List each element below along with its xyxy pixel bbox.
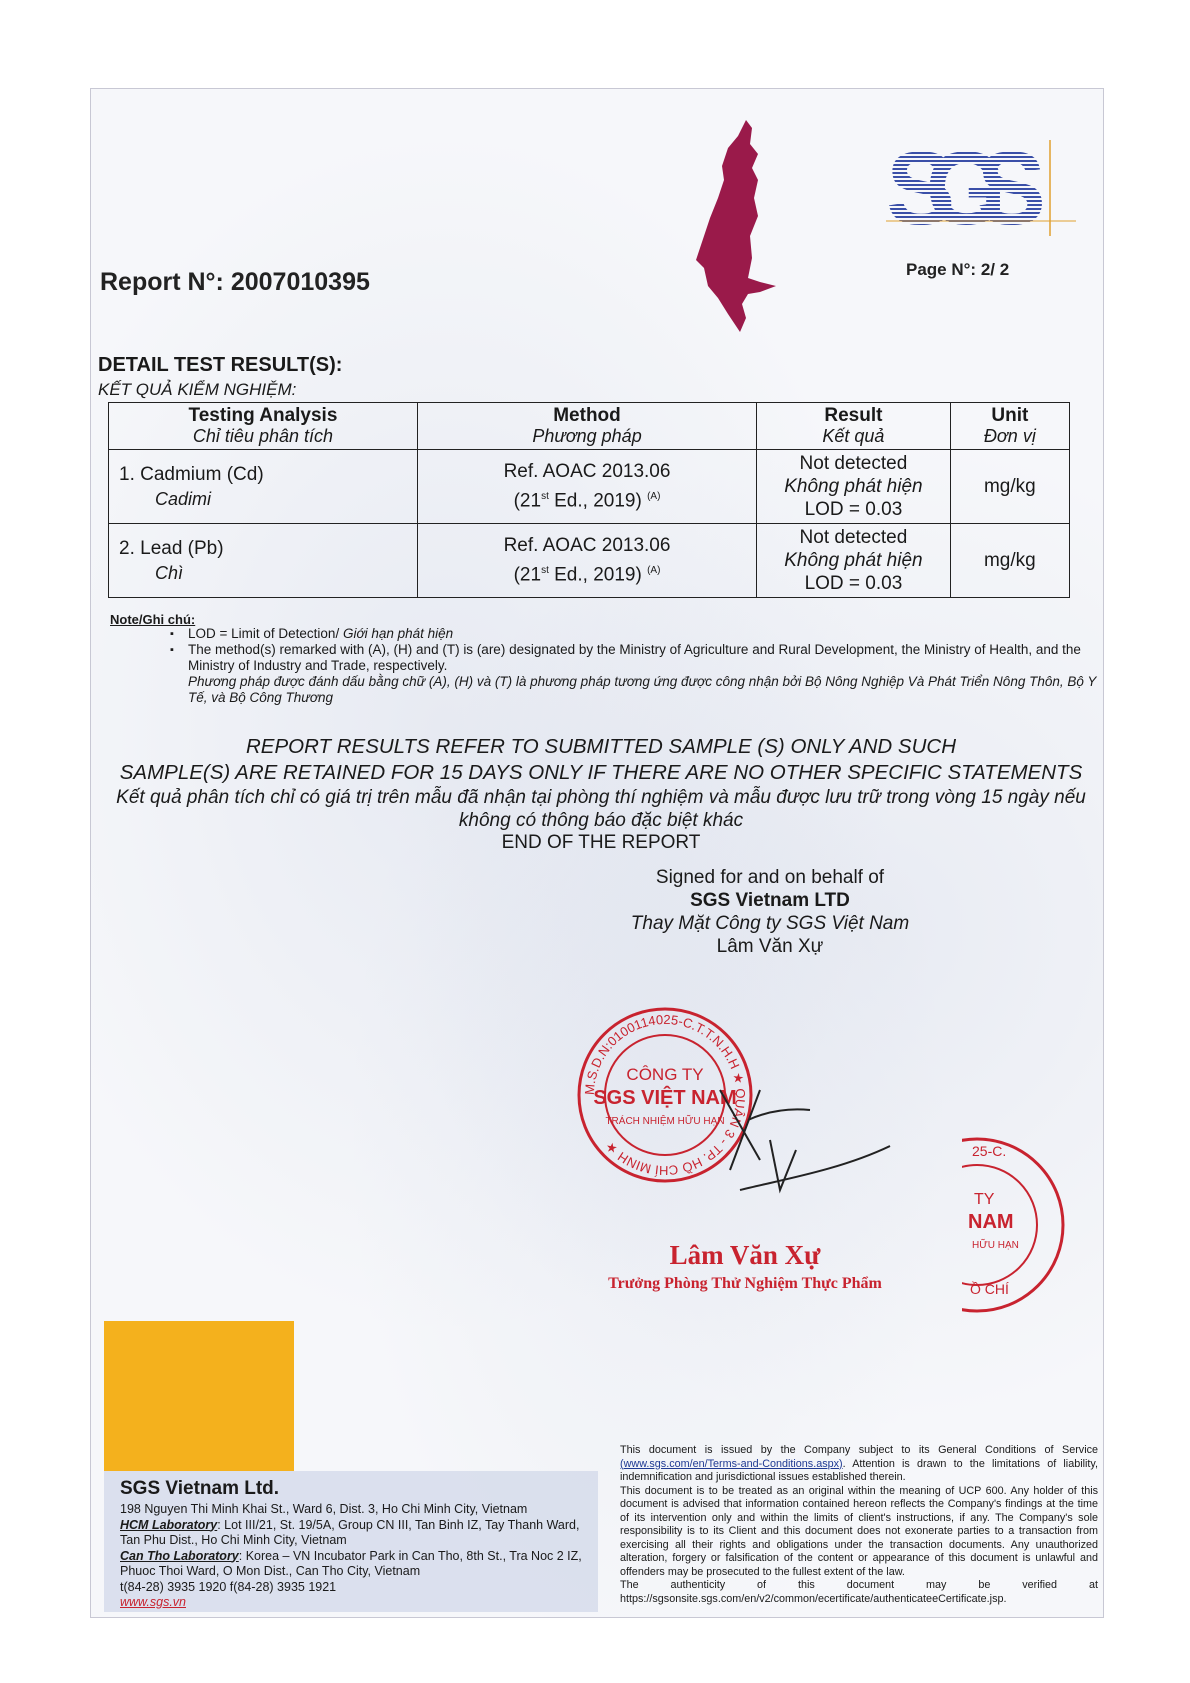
svg-text:TY: TY	[974, 1191, 995, 1208]
note-item	[170, 626, 1104, 642]
column-header-unit	[950, 403, 1069, 450]
table-row	[109, 524, 1070, 598]
retention-line1: REPORT RESULTS REFER TO SUBMITTED SAMPLE (S) ONLY AND SUCH	[245, 735, 957, 758]
results-table	[108, 402, 1070, 598]
terms-link[interactable]: (www.sgs.com/en/Terms-and-Conditions.aspx)	[620, 1457, 843, 1470]
signed-for-text: Signed for and on behalf of	[655, 867, 885, 888]
end-of-report: END OF THE REPORT	[501, 832, 701, 853]
footer-phone: t(84-28) 3935 1920 f(84-28) 3935 1921	[120, 1579, 337, 1594]
column-header-vi: Chỉ tiêu phân tích	[192, 426, 334, 446]
notes-list	[170, 626, 1104, 706]
column-header-en: Testing Analysis	[188, 405, 338, 426]
column-header-vi: Phương pháp	[532, 426, 642, 446]
result-lod: LOD = 0.03	[804, 499, 903, 520]
ct-lab-address: : Korea – VN Incubator Park in Can Tho, 8th St., Tra Noc 2 IZ, Phuoc Thoi Ward, O Mon Dist., Can Tho City, Vietnam	[120, 1548, 582, 1578]
table-header-row	[109, 403, 1070, 450]
result-cell	[757, 524, 951, 598]
analyte-name-vi: Cadimi	[155, 488, 212, 509]
red-name-stamp	[600, 1240, 890, 1293]
disclaimer-text: . Attention is drawn to the limitations of liability, indemnification and jurisdictional issues established therein.	[620, 1457, 1098, 1483]
footer-company-info	[120, 1478, 600, 1611]
report-number-label: Report N°:	[100, 268, 224, 296]
result-value: Not detected	[799, 453, 908, 474]
page-number	[906, 260, 1009, 280]
note-method-en: The method(s) remarked with (A), (H) and (T) is (are) designated by the Ministry of Agriculture and Rural Development, the Ministry of Health, and the Ministry of Industry and Trade, respectively.	[188, 642, 1081, 673]
column-header-en: Unit	[991, 405, 1029, 426]
page-number-value: 2/ 2	[980, 260, 1010, 279]
retention-statement-vi	[96, 786, 1106, 832]
method-post: Ed., 2019)	[548, 490, 648, 512]
column-header-result	[757, 403, 951, 450]
svg-text:Ồ CHÍ: Ồ CHÍ	[970, 1281, 1009, 1297]
sgs-yellow-watermark	[104, 1321, 294, 1471]
method-mark: (A)	[647, 491, 661, 503]
footer-company-name: SGS Vietnam Ltd.	[120, 1478, 280, 1499]
method-line1: Ref. AOAC 2013.06	[503, 535, 671, 557]
method-line1: Ref. AOAC 2013.06	[503, 461, 671, 483]
column-header-en: Result	[824, 405, 883, 426]
column-header-vi: Kết quả	[822, 426, 885, 446]
signing-company-vi: Thay Mặt Công ty SGS Việt Nam	[630, 913, 910, 934]
eagle-logo	[688, 118, 788, 336]
analyte-name: 2. Lead (Pb)	[119, 537, 224, 559]
footer-disclaimer	[620, 1444, 1098, 1606]
result-lod: LOD = 0.03	[804, 573, 903, 594]
note-lod-vi: Giới hạn phát hiện	[342, 626, 454, 641]
signature-block	[600, 866, 940, 958]
bullet-icon: ▪	[170, 644, 174, 656]
disclaimer-p2: This document is to be treated as an original within the meaning of UCP 600. Any holder of this document is advised that information contained hereon reflects the Company's findings at the time of its intervention only and within the limits of client's instructions, if any. The Company's sole responsibility is to its Client and this document does not exonerate parties to a transaction from exercising all their rights and obligations under the transaction documents. Any unauthorized alteration, forgery or falsification of the content or appearance of this document is unlawful and offenders may be prosecuted to the fullest extent of the law.	[620, 1484, 1098, 1578]
column-header-vi: Đơn vị	[983, 426, 1036, 446]
svg-text:NAM: NAM	[968, 1211, 1014, 1233]
note-item	[170, 642, 1104, 706]
retention-line2: SAMPLE(S) ARE RETAINED FOR 15 DAYS ONLY IF THERE ARE NO OTHER SPECIFIC STATEMENTS	[119, 761, 1083, 784]
analyte-cell	[109, 524, 418, 598]
page-number-label: Page N°:	[906, 260, 977, 279]
method-pre: (21	[513, 490, 542, 512]
result-cell	[757, 450, 951, 524]
method-pre: (21	[513, 564, 542, 586]
analyte-name-vi: Chì	[155, 562, 184, 583]
retention-statement	[96, 734, 1106, 786]
method-sup: st	[541, 565, 549, 577]
hcm-lab-address: : Lot III/21, St. 19/5A, Group CN III, Tan Binh IZ, Tay Thanh Ward, Tan Phu Dist., Ho Chi Minh City, Vietnam	[120, 1517, 580, 1547]
analyte-name: 1. Cadmium (Cd)	[119, 463, 264, 485]
svg-text:TRÁCH NHIỆM HỮU HẠN: TRÁCH NHIỆM HỮU HẠN	[605, 1116, 725, 1127]
method-cell	[417, 524, 756, 598]
note-lod-en: LOD = Limit of Detection/	[188, 626, 343, 641]
method-sup: st	[541, 491, 549, 503]
method-mark: (A)	[647, 565, 661, 577]
retention-vi-line1: Kết quả phân tích chỉ có giá trị trên mẫu đã nhận tại phòng thí nghiệm và mẫu được lưu trữ trong vòng 15 ngày nếu	[116, 787, 1086, 808]
svg-text:CÔNG TY: CÔNG TY	[626, 1065, 704, 1084]
svg-text:SGS VIỆT NAM: SGS VIỆT NAM	[593, 1087, 737, 1109]
table-row	[109, 450, 1070, 524]
column-header-method	[417, 403, 756, 450]
report-number	[100, 268, 370, 297]
note-method-vi: Phương pháp được đánh dấu bằng chữ (A), (H) và (T) là phương pháp tương ứng được công nhận bởi Bộ Nông Nghiệp Và Phát Triển Nông Thôn, Bộ Y Tế, và Bộ Công Thương	[188, 674, 1097, 705]
footer-hcm-lab	[120, 1518, 600, 1549]
website-link[interactable]: www.sgs.vn	[120, 1595, 186, 1609]
note-title: Note/Ghi chú:	[110, 612, 196, 627]
svg-text:25-C.: 25-C.	[972, 1143, 1007, 1159]
method-cell	[417, 450, 756, 524]
detail-heading: DETAIL TEST RESULT(S):	[98, 354, 343, 376]
sgs-logo	[886, 140, 1076, 236]
footer-ct-lab	[120, 1549, 600, 1580]
svg-text:HỮU HẠN: HỮU HẠN	[972, 1240, 1019, 1251]
svg-text:M.S.D.N:0100114025-C.T.T.N.H.H: M.S.D.N:0100114025-C.T.T.N.H.H ★ QUẬN 3 - TP. HỒ CHÍ MINH ★	[581, 1011, 749, 1179]
signer-name: Lâm Văn Xự	[716, 936, 824, 957]
sgs-logo-text: SGS	[886, 140, 1046, 236]
stamp-signer-title: Trưởng Phòng Thử Nghiệm Thực Phẩm	[608, 1275, 882, 1292]
column-header-analysis	[109, 403, 418, 450]
bullet-icon: ▪	[170, 628, 174, 640]
footer-address: 198 Nguyen Thi Minh Khai St., Ward 6, Dist. 3, Ho Chi Minh City, Vietnam	[120, 1502, 528, 1516]
signing-company: SGS Vietnam LTD	[690, 890, 850, 911]
unit-cell: mg/kg	[950, 450, 1069, 524]
result-value-vi: Không phát hiện	[784, 476, 923, 497]
analyte-cell	[109, 450, 418, 524]
detail-heading-vi: KẾT QUẢ KIỂM NGHIỆM:	[98, 380, 297, 399]
column-header-en: Method	[553, 405, 621, 426]
ct-lab-label: Can Tho Laboratory	[120, 1548, 239, 1563]
disclaimer-text: This document is issued by the Company subject to its General Conditions of Service	[620, 1444, 1098, 1456]
retention-vi-line2: không có thông báo đặc biệt khác	[458, 810, 744, 831]
disclaimer-p3: The authenticity of this document may be verified at https://sgsonsite.sgs.com/en/v2/common/ecertificate/authenticateeCertificate.jsp.	[620, 1579, 1098, 1605]
company-seal-partial	[962, 1120, 1068, 1330]
hcm-lab-label: HCM Laboratory	[120, 1517, 218, 1532]
method-post: Ed., 2019)	[548, 564, 648, 586]
disclaimer-p1	[620, 1444, 1098, 1485]
unit-cell: mg/kg	[950, 524, 1069, 598]
stamp-signer-name: Lâm Văn Xự	[669, 1240, 821, 1270]
result-value-vi: Không phát hiện	[784, 550, 923, 571]
report-number-value: 2007010395	[230, 268, 370, 296]
result-value: Not detected	[799, 527, 908, 548]
handwritten-signature	[700, 1080, 910, 1200]
